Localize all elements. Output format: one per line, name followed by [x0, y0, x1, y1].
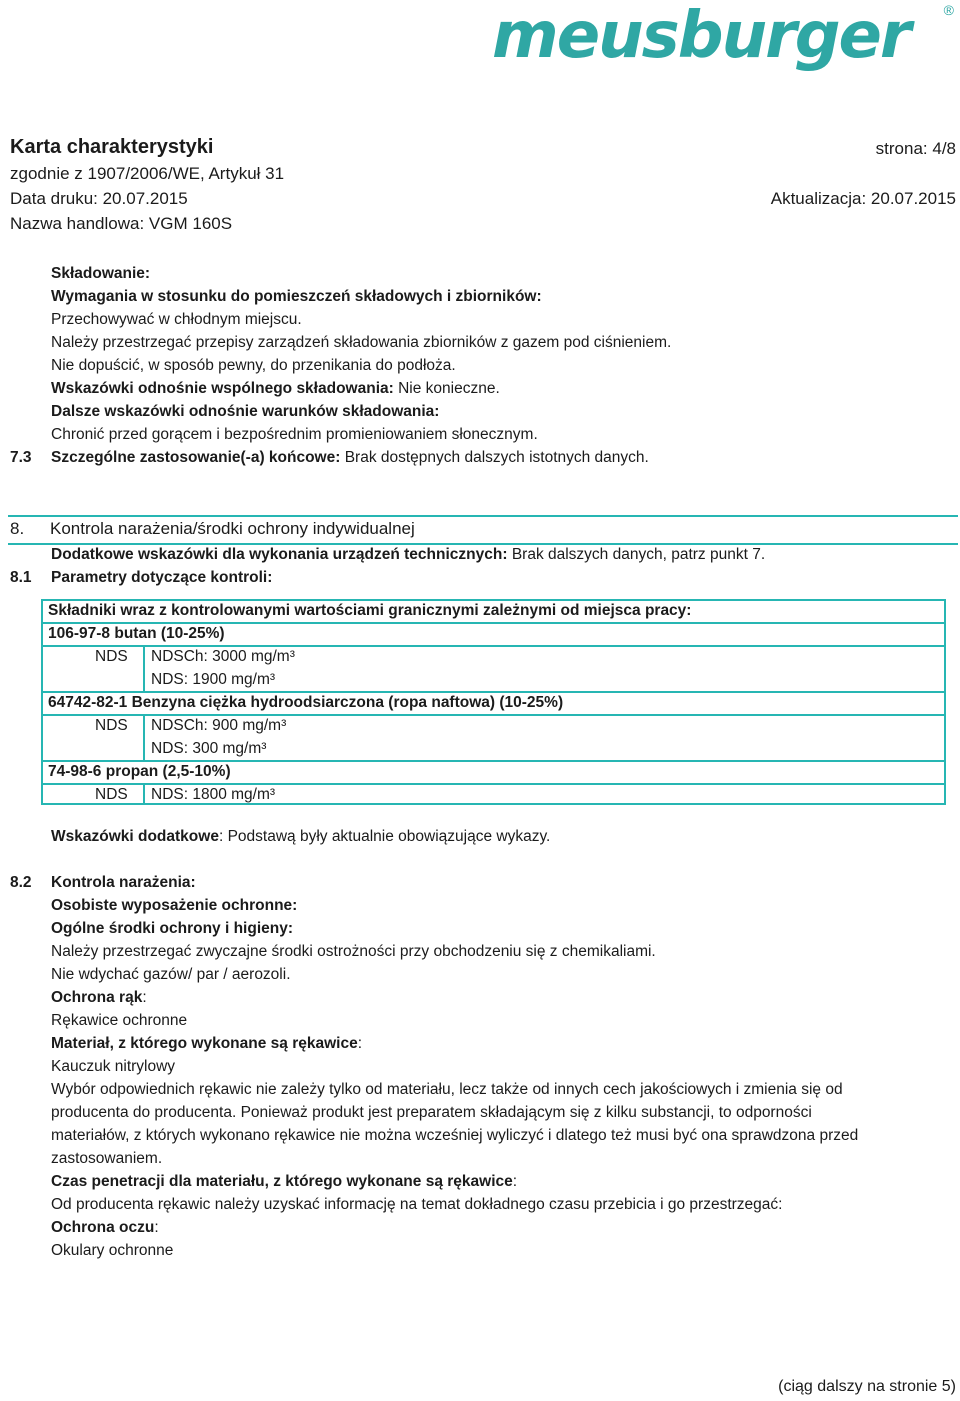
section-8-1-title: Parametry dotyczące kontroli: [51, 569, 273, 586]
limit-type-butane: NDS [95, 648, 128, 665]
glove-material-value: Kauczuk nitrylowy [51, 1058, 176, 1075]
joint-storage-value: Nie konieczne. [393, 380, 500, 397]
eye-protection-value: Okulary ochronne [51, 1242, 174, 1259]
section-8-2-number: 8.2 [10, 874, 32, 891]
tech-hints-label: Dodatkowe wskazówki dla wykonania urządzeń technicznych: [51, 546, 508, 563]
substance-naphtha: 64742-82-1 Benzyna ciężka hydroodsiarczona (ropa naftowa) (10-25%) [48, 694, 564, 711]
glove-choice-1: Wybór odpowiednich rękawic nie zależy tylko od materiału, lecz także od innych cech jakościowych i zmienia się od [51, 1081, 843, 1098]
penetration-time-value: Od producenta rękawic należy uzyskać informację na temat dokładnego czasu przebicia i go przestrzegać: [51, 1196, 783, 1213]
section-7-3-label: Szczególne zastosowanie(-a) końcowe: [51, 449, 341, 466]
section-7-3-line [51, 449, 649, 467]
trade-name: Nazwa handlowa: VGM 160S [10, 214, 233, 233]
exposure-limits-table [41, 599, 946, 805]
eye-protection-line [51, 1219, 159, 1237]
limit-type-propane: NDS [95, 786, 128, 803]
joint-storage-label: Wskazówki odnośnie wspólnego składowania: [51, 380, 394, 397]
update-date: Aktualizacja: 20.07.2015 [770, 189, 956, 208]
glove-choice-2: producenta do producenta. Ponieważ produkt jest preparatem składającym się z kilku substancji, to odporności [51, 1104, 812, 1121]
storage-requirements-heading: Wymagania w stosunku do pomieszczeń składowych i zbiorników: [51, 288, 542, 305]
section-8-2-title: Kontrola narażenia: [51, 874, 196, 891]
limit-value-butane-2: NDS: 1900 mg/m³ [151, 671, 276, 688]
section-8-header [8, 515, 958, 545]
additional-hints-line [51, 828, 550, 846]
section-8-1-number: 8.1 [10, 569, 32, 586]
general-protection-2: Nie wdychać gazów/ par / aerozoli. [51, 966, 291, 983]
logo-wordmark: meusburger [492, 0, 910, 73]
hand-protection-colon: : [142, 989, 147, 1006]
substance-butane: 106-97-8 butan (10-25%) [48, 625, 225, 642]
table-heading: Składniki wraz z kontrolowanymi wartościami granicznymi zależnymi od miejsca pracy: [48, 602, 692, 619]
page-number: strona: 4/8 [875, 139, 956, 158]
storage-req-3: Nie dopuścić, w sposób pewny, do przenikania do podłoża. [51, 357, 456, 374]
regulation-text: zgodnie z 1907/2006/WE, Artykuł 31 [10, 164, 285, 183]
glove-material-label: Materiał, z którego wykonane są rękawice [51, 1035, 358, 1052]
storage-req-2: Należy przestrzegać przepisy zarządzeń składowania zbiorników z gazem pod ciśnieniem. [51, 334, 672, 351]
limit-type-naphtha: NDS [95, 717, 128, 734]
tech-hints-value: Brak dalszych danych, patrz punkt 7. [507, 546, 766, 563]
penetration-time-line [51, 1173, 517, 1191]
company-logo [492, 0, 954, 72]
glove-material-line [51, 1035, 362, 1053]
eye-protection-colon: : [154, 1219, 159, 1236]
further-storage-heading: Dalsze wskazówki odnośnie warunków składowania: [51, 403, 440, 420]
general-protection-1: Należy przestrzegać zwyczajne środki ostrożności przy obchodzeniu się z chemikaliami. [51, 943, 656, 960]
continued-note: (ciąg dalszy na stronie 5) [778, 1378, 956, 1395]
section-8-number: 8. [10, 519, 25, 538]
general-protection-heading: Ogólne środki ochrony i higieny: [51, 920, 293, 937]
glove-material-colon: : [357, 1035, 362, 1052]
eye-protection-label: Ochrona oczu [51, 1219, 155, 1236]
additional-hints-label: Wskazówki dodatkowe [51, 828, 219, 845]
hand-protection-line [51, 989, 147, 1007]
tech-hints-line [51, 546, 765, 564]
limit-value-naphtha-2: NDS: 300 mg/m³ [151, 740, 267, 757]
joint-storage-line [51, 380, 500, 398]
additional-hints-value: : Podstawą były aktualnie obowiązujące wykazy. [218, 828, 551, 845]
further-storage-value: Chronić przed gorącem i bezpośrednim promieniowaniem słonecznym. [51, 426, 538, 443]
print-date: Data druku: 20.07.2015 [10, 189, 188, 208]
ppe-heading: Osobiste wyposażenie ochronne: [51, 897, 298, 914]
storage-req-1: Przechowywać w chłodnym miejscu. [51, 311, 302, 328]
section-7-3-number: 7.3 [10, 449, 32, 466]
penetration-time-label: Czas penetracji dla materiału, z którego wykonane są rękawice [51, 1173, 513, 1190]
registered-mark: ® [943, 2, 954, 18]
section-8-title: Kontrola narażenia/środki ochrony indywidualnej [50, 519, 415, 538]
limit-value-butane-1: NDSCh: 3000 mg/m³ [151, 648, 295, 665]
limit-value-propane-1: NDS: 1800 mg/m³ [151, 786, 276, 803]
storage-heading: Składowanie: [51, 265, 151, 282]
section-7-3-value: Brak dostępnych dalszych istotnych danych. [340, 449, 649, 466]
penetration-time-colon: : [512, 1173, 518, 1190]
substance-propane: 74-98-6 propan (2,5-10%) [48, 763, 231, 780]
glove-choice-4: zastosowaniem. [51, 1150, 163, 1167]
limit-value-naphtha-1: NDSCh: 900 mg/m³ [151, 717, 287, 734]
glove-choice-3: materiałów, z których wykonano rękawice nie można wcześniej wyliczyć i dlatego też musi być ona sprawdzona przed [51, 1127, 859, 1144]
hand-protection-label: Ochrona rąk [51, 989, 143, 1006]
document-title: Karta charakterystyki [10, 136, 214, 158]
hand-protection-value: Rękawice ochronne [51, 1012, 188, 1029]
